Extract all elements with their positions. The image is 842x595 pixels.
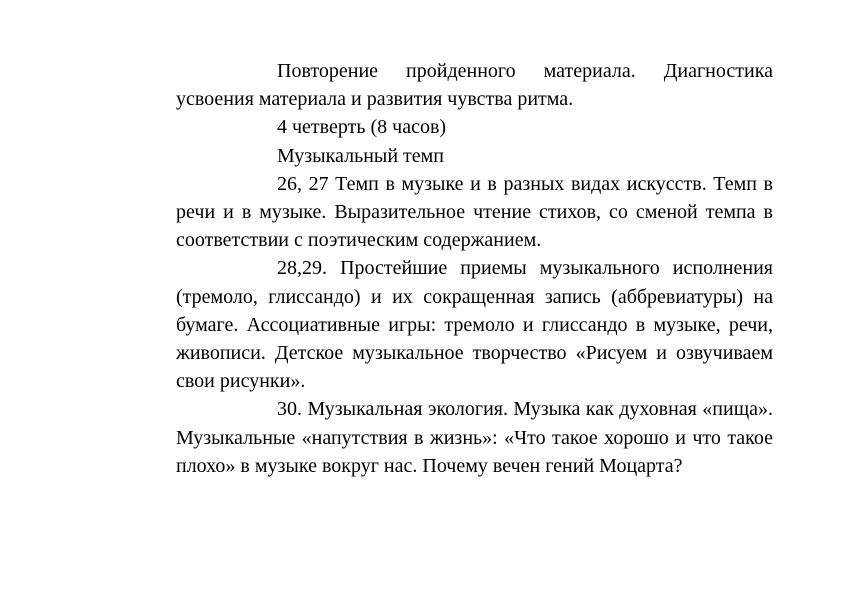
section-heading-tempo: Музыкальный темп (277, 144, 445, 167)
paragraph-review-diagnostics: Повторение пройденного материала. Диагностика усвоения материала и развития чувства ритма. (176, 60, 773, 111)
paragraph-lessons-28-29: 28,29. Простейшие приемы музыкального исполнения (тремоло, глиссандо) и их сокращенная запись (аббревиатуры) на бумаге. Ассоциативные игры: тремоло и глиссандо в музыке, речи, живописи. Детское музыкальное творчество «Рисуем и озвучиваем свои рисунки». (176, 257, 773, 393)
quarter-heading: 4 четверть (8 часов) (277, 116, 447, 139)
document-text (176, 57, 773, 480)
paragraph-lessons-26-27: 26, 27 Темп в музыке и в разных видах искусств. Темп в речи и в музыке. Выразительное чтение стихов, со сменой темпа в соответствии с поэтическим содержанием. (176, 172, 773, 252)
paragraph-lesson-30: 30. Музыкальная экология. Музыка как духовная «пища». Музыкальные «напутствия в жизнь»: «Что такое хорошо и что такое плохо» в музыке вокруг нас. Почему вечен гений Моцарта? (176, 398, 773, 477)
